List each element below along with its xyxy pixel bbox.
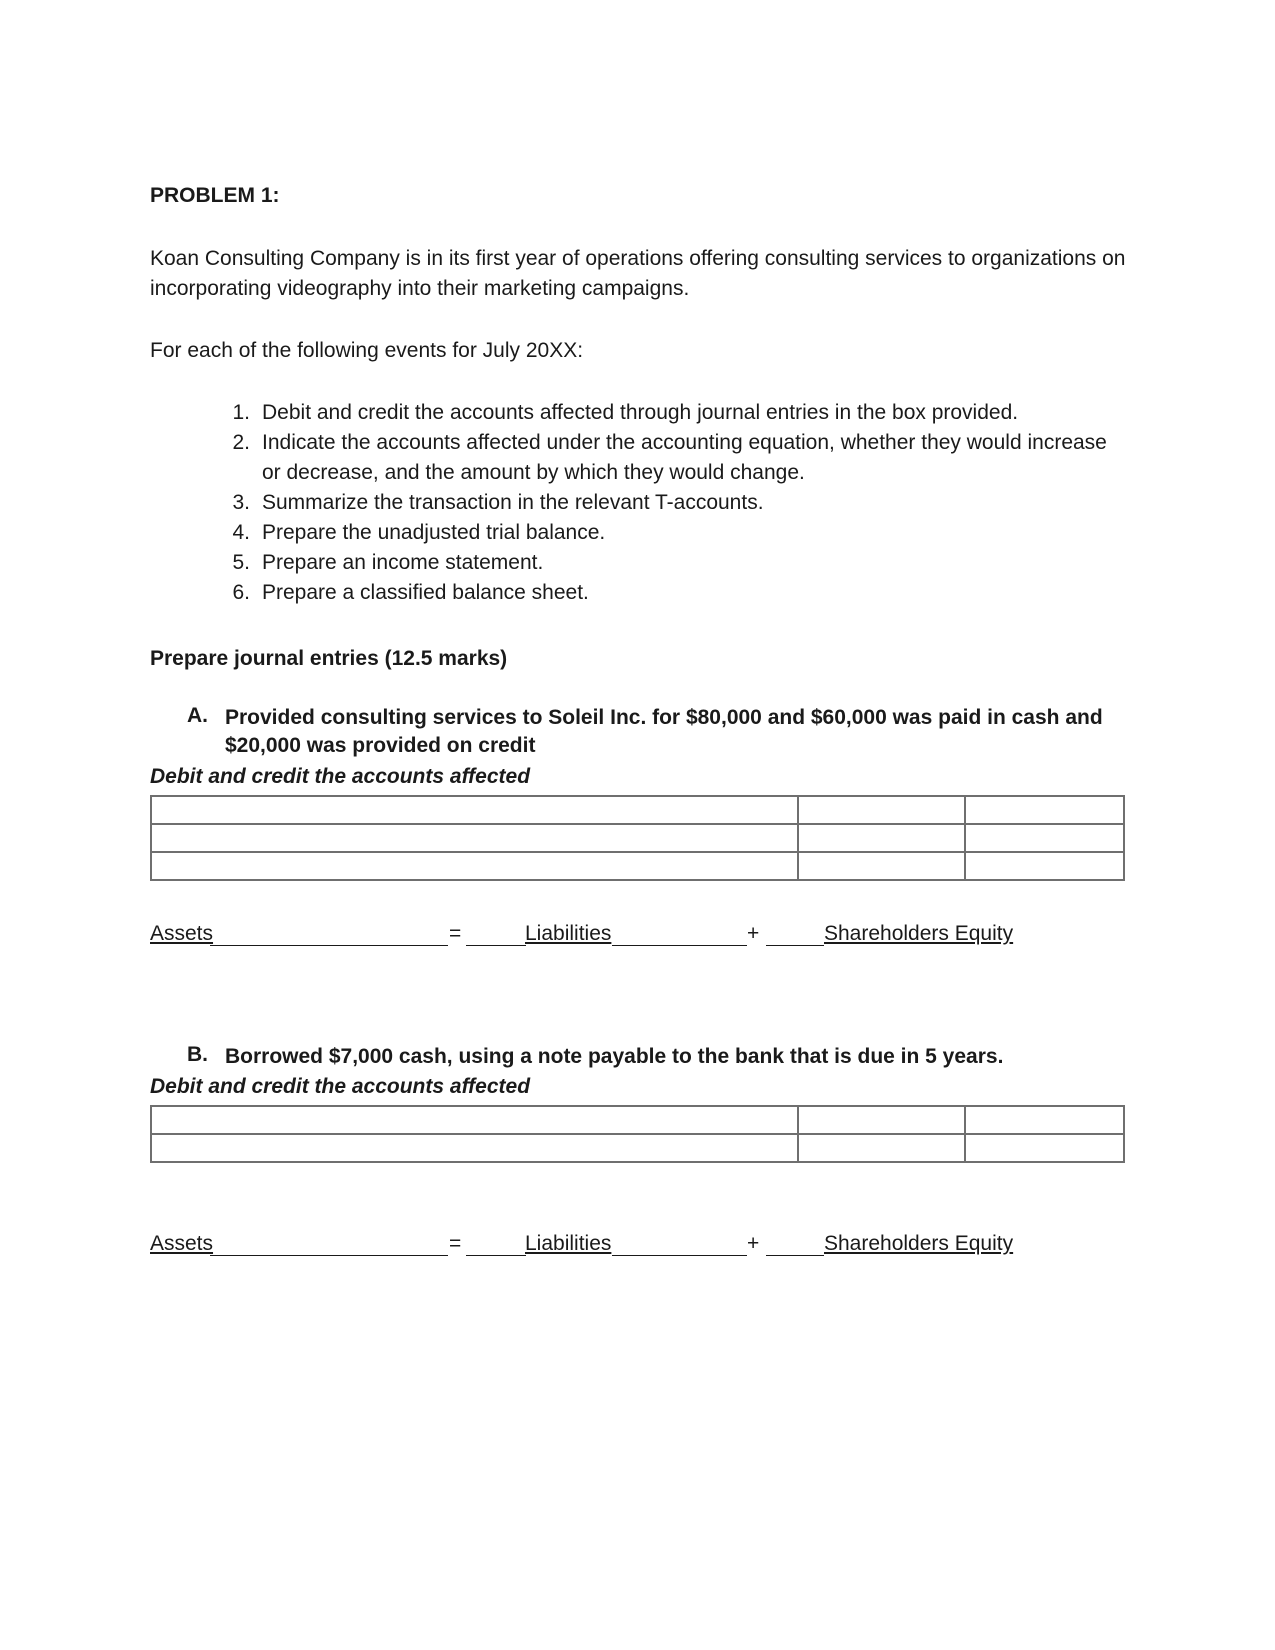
debit-cell[interactable] bbox=[798, 1106, 965, 1134]
instructions-lead: For each of the following events for July 20XX: bbox=[150, 339, 584, 362]
liabilities-blank[interactable] bbox=[612, 945, 747, 946]
credit-cell[interactable] bbox=[965, 824, 1124, 852]
question-subheading: Debit and credit the accounts affected bbox=[150, 1075, 531, 1098]
question-subheading: Debit and credit the accounts affected bbox=[150, 765, 531, 788]
account-cell[interactable] bbox=[151, 796, 798, 824]
liabilities-blank-lead bbox=[466, 1255, 526, 1256]
journal-entry-table bbox=[150, 795, 1125, 881]
liabilities-label: Liabilities bbox=[525, 1232, 612, 1255]
question-a bbox=[187, 704, 1103, 760]
question-text-line1: Provided consulting services to Soleil Inc. for $80,000 and $60,000 was paid in cash and bbox=[225, 706, 1103, 729]
credit-cell[interactable] bbox=[965, 1106, 1124, 1134]
assets-label: Assets bbox=[150, 922, 214, 945]
equals-sign: = bbox=[449, 922, 462, 945]
equity-blank-lead bbox=[766, 945, 824, 946]
table-row bbox=[151, 852, 1124, 880]
equity-blank-lead bbox=[766, 1255, 824, 1256]
question-text-line2: $20,000 was provided on credit bbox=[225, 734, 536, 757]
assets-blank[interactable] bbox=[210, 1255, 448, 1256]
table-row bbox=[151, 796, 1124, 824]
account-cell[interactable] bbox=[151, 1106, 798, 1134]
equity-label: Shareholders Equity bbox=[824, 1232, 1014, 1255]
account-cell[interactable] bbox=[151, 1134, 798, 1162]
question-text-line1: Borrowed $7,000 cash, using a note payable to the bank that is due in 5 years. bbox=[225, 1045, 1004, 1068]
account-cell[interactable] bbox=[151, 824, 798, 852]
table-row bbox=[151, 824, 1124, 852]
liabilities-blank-lead bbox=[466, 945, 526, 946]
accounting-equation bbox=[0, 922, 1275, 952]
liabilities-label: Liabilities bbox=[525, 922, 612, 945]
debit-cell[interactable] bbox=[798, 852, 965, 880]
plus-sign: + bbox=[747, 1232, 760, 1255]
debit-cell[interactable] bbox=[798, 1134, 965, 1162]
credit-cell[interactable] bbox=[965, 1134, 1124, 1162]
plus-sign: + bbox=[747, 922, 760, 945]
question-b bbox=[187, 1043, 1087, 1073]
journal-entry-table bbox=[150, 1105, 1125, 1163]
problem-title: PROBLEM 1: bbox=[150, 184, 280, 207]
accounting-equation bbox=[0, 1232, 1275, 1262]
credit-cell[interactable] bbox=[965, 852, 1124, 880]
table-row bbox=[151, 1106, 1124, 1134]
equals-sign: = bbox=[449, 1232, 462, 1255]
question-letter: B. bbox=[187, 1043, 208, 1066]
assets-label: Assets bbox=[150, 1232, 214, 1255]
debit-cell[interactable] bbox=[798, 824, 965, 852]
account-cell[interactable] bbox=[151, 852, 798, 880]
equity-label: Shareholders Equity bbox=[824, 922, 1014, 945]
journal-heading: Prepare journal entries (12.5 marks) bbox=[150, 647, 508, 670]
credit-cell[interactable] bbox=[965, 796, 1124, 824]
debit-cell[interactable] bbox=[798, 796, 965, 824]
liabilities-blank[interactable] bbox=[612, 1255, 747, 1256]
question-letter: A. bbox=[187, 704, 208, 727]
intro-paragraph: Koan Consulting Company is in its first year of operations offering consulting services to organizations on incorporating videography into their marketing campaigns. bbox=[150, 247, 1126, 300]
assets-blank[interactable] bbox=[210, 945, 448, 946]
table-row bbox=[151, 1134, 1124, 1162]
